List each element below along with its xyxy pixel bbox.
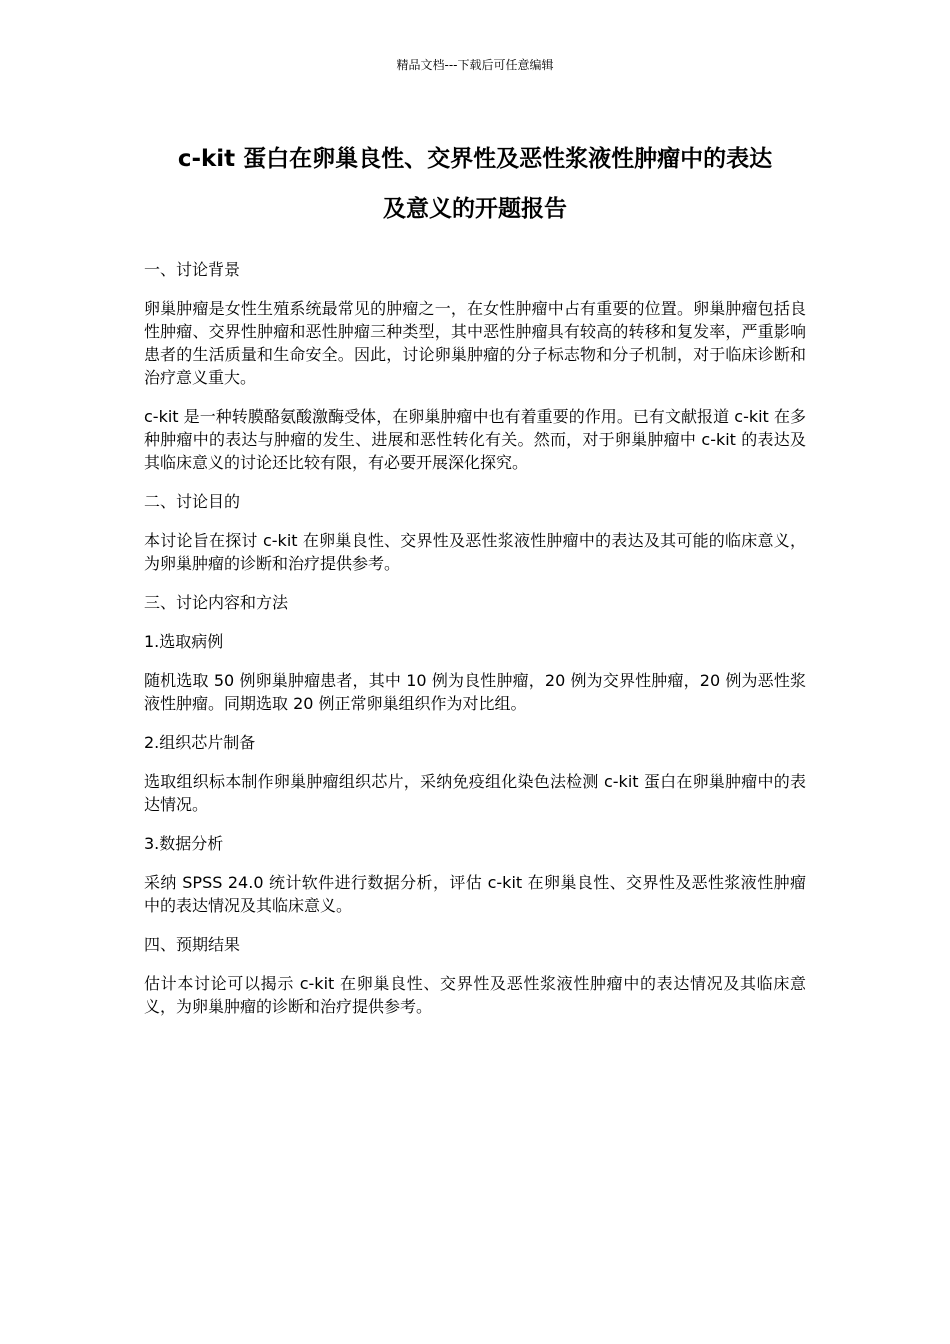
purpose-paragraph: 本讨论旨在探讨 c-kit 在卵巢良性、交界性及恶性浆液性肿瘤中的表达及其可能的临床意义，为卵巢肿瘤的诊断和治疗提供参考。 (144, 531, 806, 573)
title-line-2: 及意义的开题报告 (383, 196, 567, 222)
header-note: 精品文档---下载后可任意编辑 (396, 58, 554, 72)
section-heading-methods: 三、讨论内容和方法 (144, 593, 289, 612)
background-paragraph-2: c-kit 是一种转膜酪氨酸激酶受体，在卵巢肿瘤中也有着重要的作用。已有文献报道 c-kit 在多种肿瘤中的表达与肿瘤的发生、进展和恶性转化有关。然而，对于卵巢肿瘤中 c-kit 的表达及其临床意义的讨论还比较有限，有必要开展深化探究。 (144, 407, 806, 472)
background-paragraph-1: 卵巢肿瘤是女性生殖系统最常见的肿瘤之一，在女性肿瘤中占有重要的位置。卵巢肿瘤包括良性肿瘤、交界性肿瘤和恶性肿瘤三种类型，其中恶性肿瘤具有较高的转移和复发率，严重影响患者的生活质量和生命安全。因此，讨论卵巢肿瘤的分子标志物和分子机制，对于临床诊断和治疗意义重大。 (144, 299, 806, 387)
tissue-chip-paragraph: 选取组织标本制作卵巢肿瘤组织芯片，采纳免疫组化染色法检测 c-kit 蛋白在卵巢肿瘤中的表达情况。 (144, 772, 806, 814)
section-heading-results: 四、预期结果 (144, 935, 241, 954)
title-line-1: c-kit 蛋白在卵巢良性、交界性及恶性浆液性肿瘤中的表达 (177, 146, 773, 172)
data-analysis-paragraph: 采纳 SPSS 24.0 统计软件进行数据分析，评估 c-kit 在卵巢良性、交界性及恶性浆液性肿瘤中的表达情况及其临床意义。 (144, 873, 806, 915)
document-body (144, 258, 806, 1034)
section-heading-purpose: 二、讨论目的 (144, 492, 241, 511)
document-title (130, 134, 820, 234)
results-paragraph: 估计本讨论可以揭示 c-kit 在卵巢良性、交界性及恶性浆液性肿瘤中的表达情况及其临床意义，为卵巢肿瘤的诊断和治疗提供参考。 (144, 974, 806, 1016)
subsection-heading-cases: 1.选取病例 (144, 632, 224, 651)
subsection-heading-data-analysis: 3.数据分析 (144, 834, 224, 853)
cases-paragraph: 随机选取 50 例卵巢肿瘤患者，其中 10 例为良性肿瘤，20 例为交界性肿瘤，20 例为恶性浆液性肿瘤。同期选取 20 例正常卵巢组织作为对比组。 (144, 671, 806, 713)
section-heading-background: 一、讨论背景 (144, 260, 241, 279)
subsection-heading-tissue-chip: 2.组织芯片制备 (144, 733, 256, 752)
